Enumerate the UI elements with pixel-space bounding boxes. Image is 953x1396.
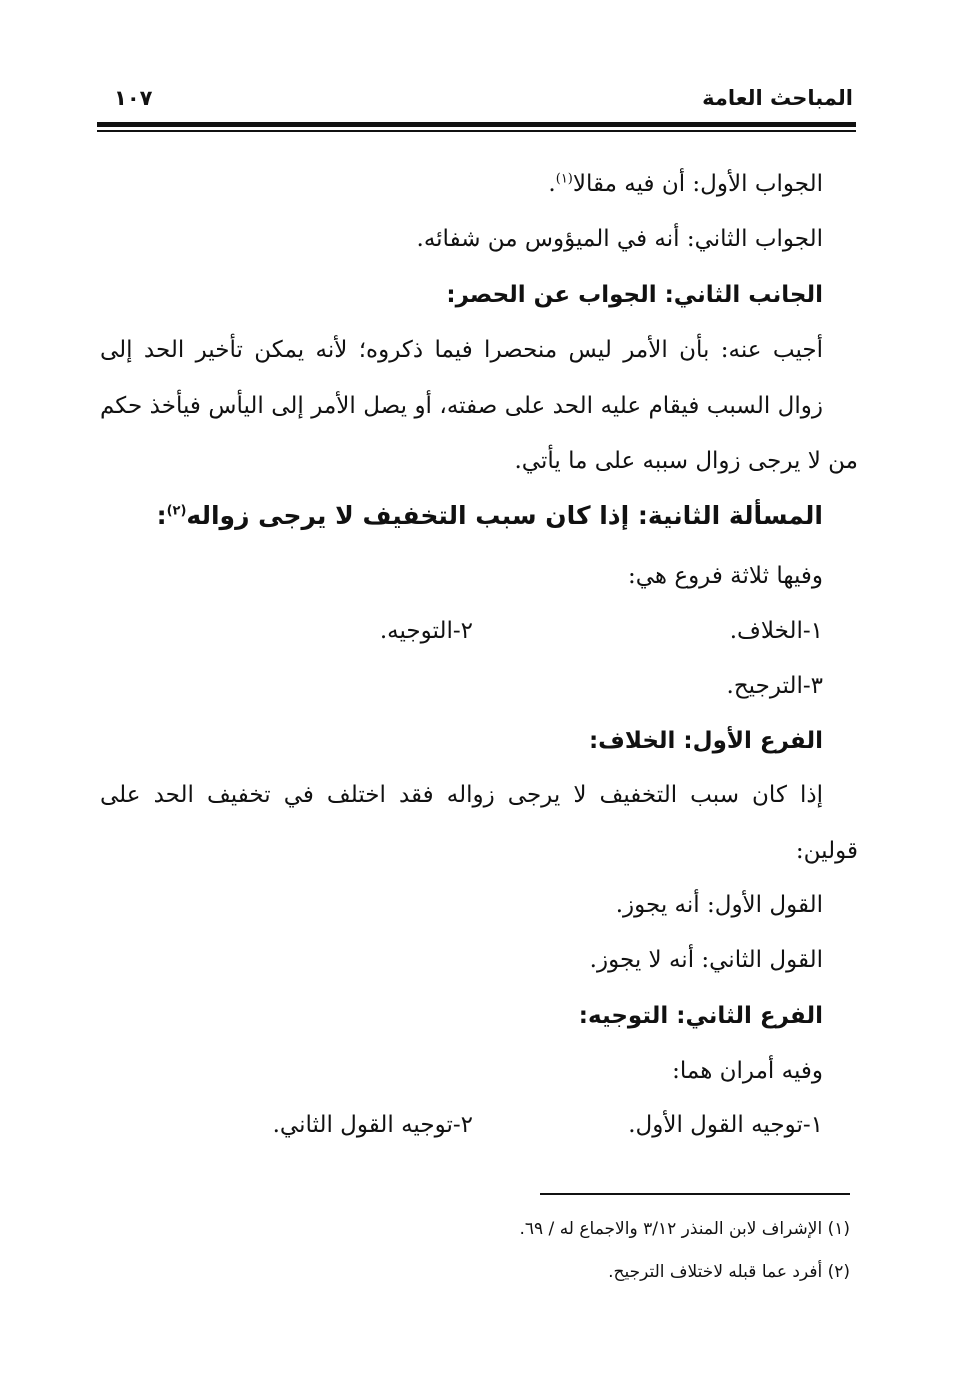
branches-intro: وفيها ثلاثة فروع هي:	[627, 563, 823, 589]
paragraph-2-line-1: إذا كان سبب التخفيف لا يرجى زواله فقد اختلف في تخفيف الحد على	[100, 782, 823, 808]
running-header	[100, 86, 853, 120]
issue-heading-end: :	[156, 501, 167, 530]
answer-two-line: الجواب الثاني: أنه في الميؤوس من شفائه.	[416, 226, 823, 252]
running-header-title: المباحث العامة	[702, 86, 853, 110]
paragraph-1-line-2: زوال السبب فيقام عليه الحد على صفته، أو يصل الأمر إلى اليأس فيأخذ حكم	[100, 393, 823, 419]
matter-item-2: ٢-توجيه القول الثاني.	[272, 1112, 473, 1138]
answer-one-line	[548, 167, 823, 201]
header-rule-thin	[97, 130, 856, 132]
branch-heading-1: الفرع الأول: الخلاف:	[588, 728, 823, 754]
matter-item-1: ١-توجيه القول الأول.	[628, 1112, 823, 1138]
matters-intro: وفيه أمران هما:	[672, 1058, 823, 1084]
branch-heading-2: الفرع الثاني: التوجيه:	[578, 1003, 823, 1029]
issue-heading	[157, 499, 823, 533]
page-number: ١٠٧	[114, 86, 153, 110]
paragraph-2-line-2: قولين:	[795, 838, 858, 864]
answer-one-text: الجواب الأول: أن فيه مقالا	[572, 171, 823, 197]
branch-item-2: ٢-التوجيه.	[379, 618, 473, 644]
answer-one-end: .	[548, 171, 556, 197]
paragraph-1-line-3: من لا يرجى زوال سببه على ما يأتي.	[514, 448, 858, 474]
footnote-ref-1: (١)	[555, 171, 573, 187]
footnote-2: (٢) أفرد عما قبله لاختلاف الترجيح.	[608, 1262, 850, 1282]
opinion-two: القول الثاني: أنه لا يجوز.	[589, 947, 823, 973]
branch-item-3: ٣-الترجيح.	[726, 673, 823, 699]
branch-item-1: ١-الخلاف.	[729, 618, 823, 644]
section-heading-1: الجانب الثاني: الجواب عن الحصر:	[446, 282, 823, 308]
issue-heading-text: المسألة الثانية: إذا كان سبب التخفيف لا يرجى زواله	[186, 501, 823, 530]
footnote-1: (١) الإشراف لابن المنذر ٣/١٢ والاجماع له / ٦٩.	[519, 1219, 850, 1239]
header-rule-thick	[97, 122, 856, 127]
opinion-one: القول الأول: أنه يجوز.	[615, 892, 823, 918]
paragraph-1-line-1: أجيب عنه: بأن الأمر ليس منحصرا فيما ذكروه؛ لأنه يمكن تأخير الحد إلى	[100, 337, 823, 363]
footnote-ref-2: (٢)	[166, 503, 187, 519]
footnote-separator	[540, 1193, 850, 1195]
